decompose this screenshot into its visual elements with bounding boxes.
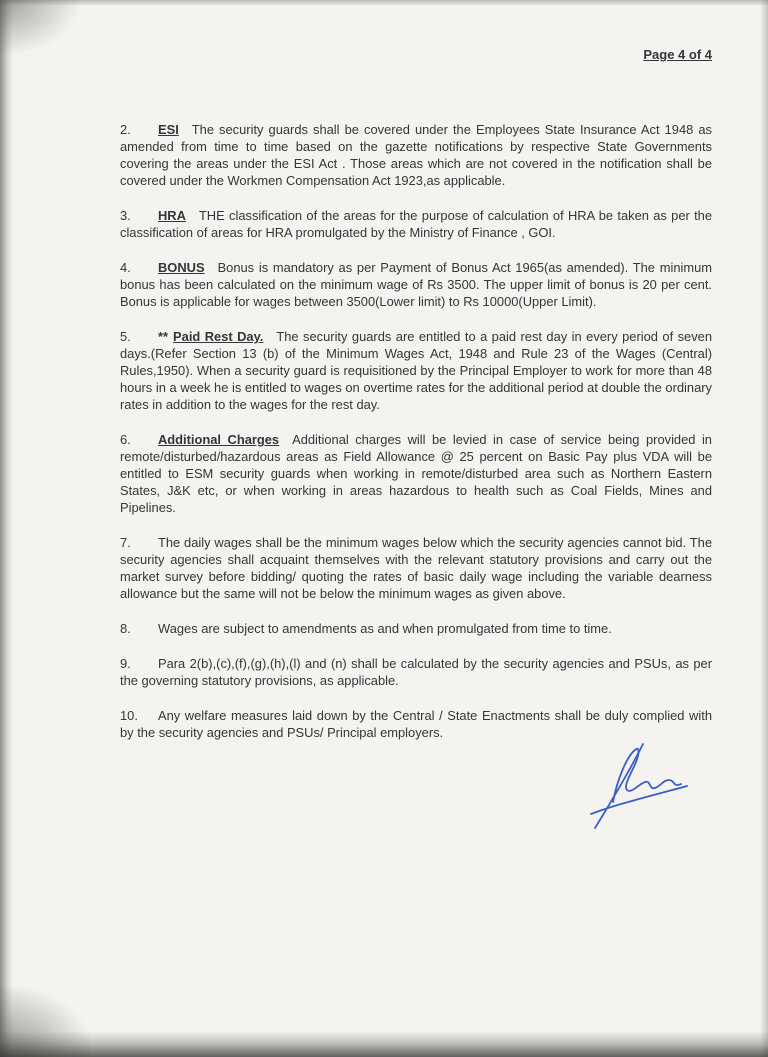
page-number-label: Page 4 of 4 — [643, 47, 712, 62]
paragraph-paid-rest-day — [120, 328, 712, 413]
paragraph-number: 6. — [120, 432, 131, 447]
paragraph-number: 9. — [120, 656, 131, 671]
paragraph-number: 4. — [120, 260, 131, 275]
signature-stroke-descender — [595, 744, 643, 828]
handwritten-signature — [583, 740, 693, 835]
paragraph-number: 3. — [120, 208, 131, 223]
scan-shadow-corner-bottom-left — [0, 987, 90, 1057]
paragraph-number: 7. — [120, 535, 131, 550]
scan-shadow-left — [0, 0, 13, 1057]
paragraph-bonus — [120, 259, 712, 310]
paragraph-wages-amendments — [120, 620, 712, 637]
paragraph-prefix: ** — [158, 329, 169, 344]
paragraph-text: The security guards shall be covered under the Employees State Insurance Act 1948 as amended from time to time based on the gazette notifications by respective State Governments covering the areas under the ESI Act . Those areas which are not covered in the notification shall be covered under the Workmen Compensation Act 1923,as applicable. — [120, 122, 712, 188]
paragraph-heading: Additional Charges — [158, 432, 280, 447]
paragraph-text: THE classification of the areas for the purpose of calculation of HRA be taken as per the classification of areas for HRA promulgated by the Ministry of Finance , GOI. — [120, 208, 712, 240]
paragraph-text: The security guards are entitled to a paid rest day in every period of seven days.(Refer Section 13 (b) of the Minimum Wages Act, 1948 and Rule 23 of the Wages (Central) Rules,1950). When a security guard is requisitioned by the Principal Employer to work for more than 48 hours in a week he is entitled to wages on overtime rates for the additional period at double the ordinary rates in addition to the wages for the rest day. — [120, 329, 712, 412]
paragraph-hra — [120, 207, 712, 241]
scan-shadow-right — [760, 0, 768, 1057]
paragraph-text: The daily wages shall be the minimum wages below which the security agencies cannot bid. The security agencies shall acquaint themselves with the relevant statutory provisions and carry out the market survey before bidding/ quoting the rates of basic daily wage including the variable dearness allowance but the same will not be below the minimum wages as given above. — [120, 535, 712, 601]
paragraph-text: Para 2(b),(c),(f),(g),(h),(l) and (n) shall be calculated by the security agencies and PSUs, as per the governing statutory provisions, as applicable. — [120, 656, 712, 688]
paragraph-number: 2. — [120, 122, 131, 137]
paragraph-number: 5. — [120, 329, 131, 344]
paragraph-esi — [120, 121, 712, 189]
paragraph-heading: HRA — [158, 208, 186, 223]
paragraph-text: Additional charges will be levied in case of service being provided in remote/disturbed/hazardous areas as Field Allowance @ 25 percent on Basic Pay plus VDA will be entitled to ESM security guards when working in remote/disturbed area such as Northern Eastern States, J&K etc, or when working in areas hazardous to health such as Coal Fields, Mines and Pipelines. — [120, 432, 712, 515]
paragraph-heading: BONUS — [158, 260, 205, 275]
scan-shadow-corner-top-left — [0, 0, 80, 55]
document-content — [120, 46, 712, 759]
paragraph-number: 10. — [120, 708, 138, 723]
paragraph-heading: Paid Rest Day. — [173, 329, 264, 344]
paragraph-text: Any welfare measures laid down by the Central / State Enactments shall be duly complied with by the security agencies and PSUs/ Principal employers. — [120, 708, 712, 740]
signature-stroke-underline — [591, 786, 687, 814]
scan-shadow-bottom — [0, 1031, 768, 1057]
paragraph-text: Wages are subject to amendments as and when promulgated from time to time. — [158, 621, 612, 636]
paragraph-heading: ESI — [158, 122, 179, 137]
paragraph-daily-wages — [120, 534, 712, 602]
paragraph-para-2b — [120, 655, 712, 689]
paragraph-text: Bonus is mandatory as per Payment of Bonus Act 1965(as amended). The minimum bonus has been calculated on the minimum wage of Rs 3500. The upper limit of bonus is 20 per cent. Bonus is applicable for wages between 3500(Lower limit) to Rs 10000(Upper Limit). — [120, 260, 712, 309]
paragraph-number: 8. — [120, 621, 131, 636]
paragraph-welfare-measures — [120, 707, 712, 741]
paragraph-additional-charges — [120, 431, 712, 516]
signature-icon — [583, 740, 693, 835]
signature-stroke-loop — [613, 749, 681, 802]
scan-shadow-top — [0, 0, 768, 6]
